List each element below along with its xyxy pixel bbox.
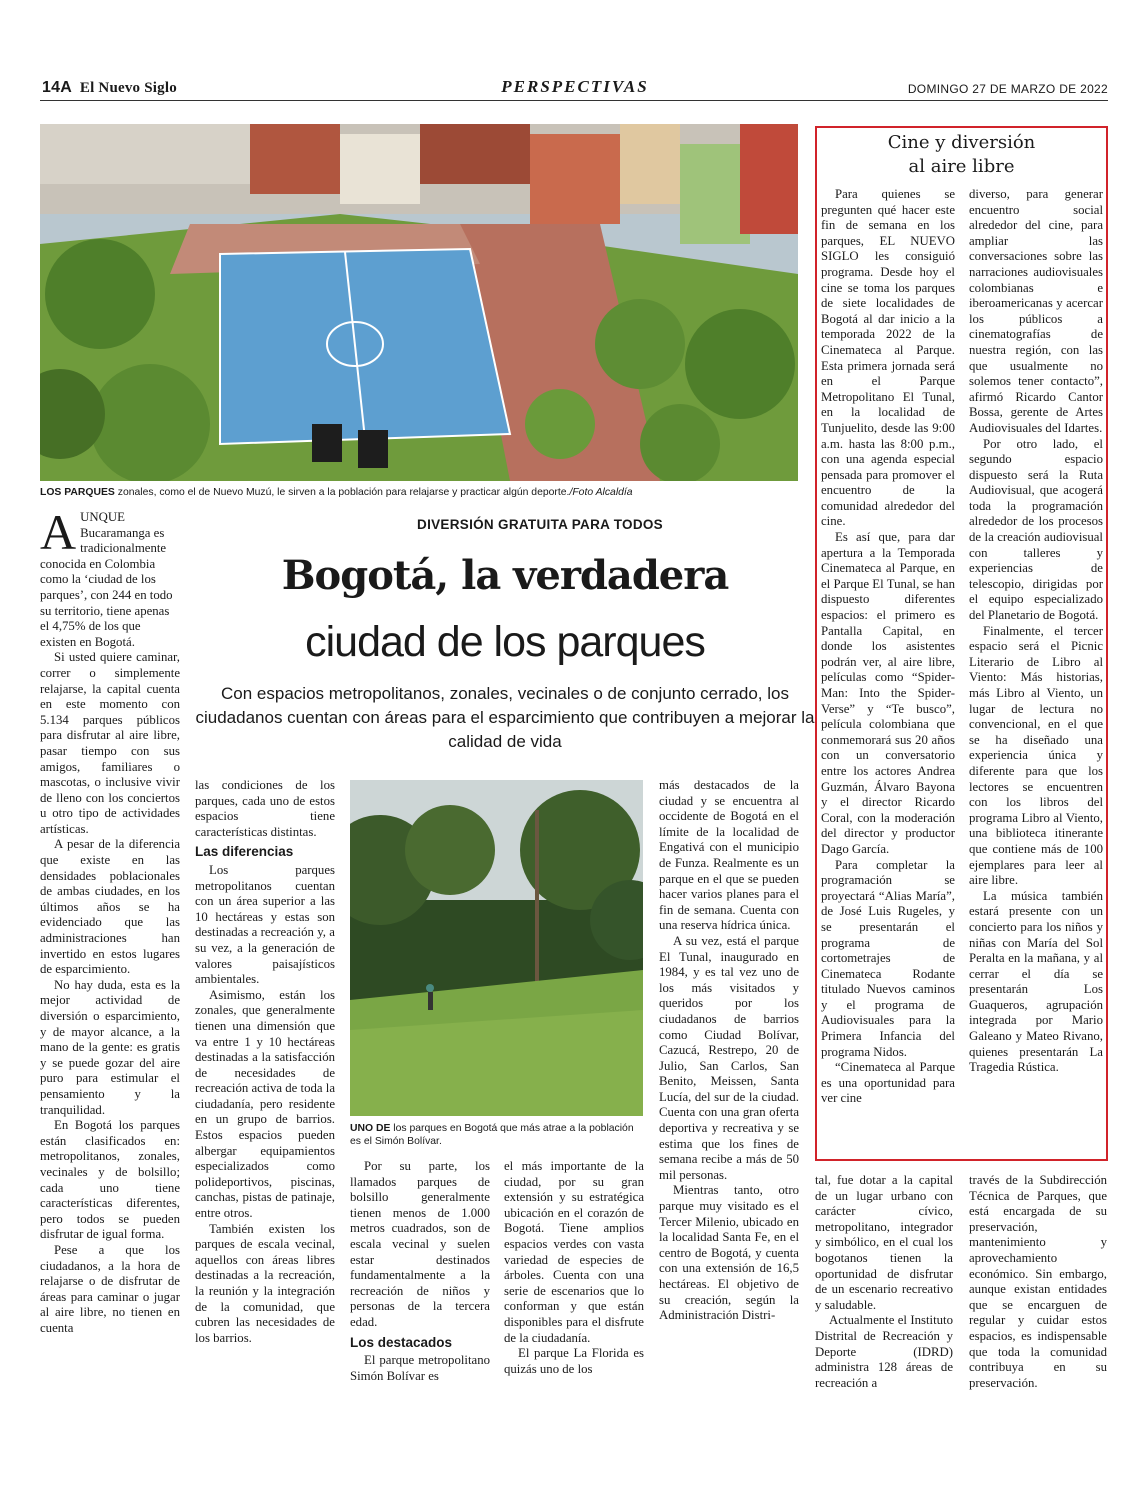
- sidebar-paragraph: Para quienes se pregunten qué hacer este fin de semana en los parques, EL NUEVO SIGLO les consiguió programa. Desde hoy el cine se toma los parques de siete localidades de Bogotá al dar inicio a la temporada 2022 de la Cinemateca al Parque. Esta primera jornada será en el Parque Metropolitano El Tunal, en la localidad de Tunjuelito, desde las 9:00 a.m. hasta las 8:00 p.m., con una agenda especial pensada para promover el encuentro de la comunidad alrededor del cine.: [821, 187, 955, 529]
- newspaper-name: El Nuevo Siglo: [79, 80, 177, 96]
- article-paragraph: En Bogotá los parques están clasificados en: metropolitanos, zonales, vecinales y de bolsillo; cada uno tiene características diferentes, pero todos se pueden disfrutar de igual forma.: [40, 1118, 180, 1242]
- article-paragraph: También existen los parques de escala vecinal, aquellos con áreas libres destinadas a la recreación, la reunión y la integración de la comunidad, que cubren las necesidades de los barrios.: [195, 1221, 335, 1345]
- article-paragraph: A pesar de la diferencia que existe en las densidades poblacionales de ambas ciudades, en los últimos años se ha evidenciado que las administraciones han invertido en estos lugares de esparcimiento.: [40, 837, 180, 977]
- article-column-4: [504, 1159, 644, 1377]
- photo-credit: /Foto Alcaldía: [569, 487, 633, 498]
- article-paragraph: El parque metropolitano Simón Bolívar es: [350, 1353, 490, 1383]
- sidebar-title-line-1: Cine y diversión: [887, 132, 1036, 153]
- headline-line-1: Bogotá, la verdadera: [281, 552, 729, 599]
- article-paragraph: Los parques metropolitanos cuentan con un área superior a las 10 hectáreas y estas son destinadas a recreación y, a su vez, a la generación de valores paisajísticos ambientales.: [195, 862, 335, 987]
- article-column-3: [350, 1159, 490, 1384]
- article-deck: Con espacios metropolitanos, zonales, vecinales o de conjunto cerrado, los ciudadanos cuentan con áreas para el esparcimiento que contribuyen a mejorar la calidad de vida: [195, 684, 815, 751]
- article-kicker: DIVERSIÓN GRATUITA PARA TODOS: [417, 517, 663, 532]
- article-paragraph: El parque La Florida es quizás uno de los: [504, 1346, 644, 1376]
- drop-cap: A: [40, 504, 77, 560]
- sidebar-paragraph: Para completar la programación se proyectará “Alias María”, de José Luis Rugeles, y se presentarán el programa de cortometrajes de Cinemateca Rodante titulado Nuevos caminos y el programa de Audiovisuales para la Primera Infancia del programa Nidos.: [821, 857, 955, 1059]
- sidebar-paragraph: La música también estará presente con un concierto para los niños y niñas con María del Sol Peralta en la mañana, y al cerrar el día se presentarán Los Guaqueros, agrupación integrada por Mario Galeano y Mateo Rivano, quienes presentarán La Tragedia Rústica.: [969, 888, 1103, 1075]
- article-lead-paragraph: UNQUE Bucaramanga es tradicionalmente conocida en Colombia como la ‘ciudad de los parques’, con 244 en todo su territorio, tiene apenas el 4,75% de los que existen en Bogotá.: [40, 510, 173, 649]
- article-column-6: [815, 1173, 953, 1391]
- article-paragraph: Asimismo, están los zonales, que generalmente tienen una dimensión que va entre 1 y 10 hectáreas destinadas a la satisfacción de necesidades de recreación activa de toda la ciudadanía, pero residente en un grupo de barrios. Estos espacios pueden albergar equipamientos especializados como polideportivos, piscinas, canchas, pistas de patinaje, entre otros.: [195, 987, 335, 1221]
- basketball-court-illustration: [40, 124, 798, 481]
- article-paragraph: No hay duda, esta es la mejor actividad de diversión o esparcimiento, y de mayor alcance, a la mano de la gente: es gratis y se puede gozar del aire puro para estimular el pensamiento y la tranquilidad.: [40, 977, 180, 1117]
- sidebar-title-line-2: al aire libre: [908, 156, 1015, 177]
- article-paragraph: más destacados de la ciudad y se encuentra al occidente de Bogotá en el límite de la localidad de Engativá con el municipio de Funza. Realmente es un parque en el que se pueden hacer varios planes para el fin de semana. Cuenta con una reserva hídrica única.: [659, 778, 799, 933]
- sidebar-title: [817, 131, 1106, 179]
- page-number: 14A: [42, 79, 72, 96]
- article-paragraph: Pese a que los ciudadanos, a la hora de relajarse o de disfrutar de áreas para caminar o jugar al aire libre, no tienen en cuenta: [40, 1242, 180, 1335]
- sidebar-paragraph: diverso, para generar encuentro social alrededor del cine, para ampliar las conversaciones sobre las narraciones audiovisuales colombianas e iberoamericanas y acercar los públicos a cinematografías de nuestra región, con las que usualmente no solemos tener contacto”, afirmó Ricardo Cantor Bossa, gerente de Artes Audiovisuales del Idartes.: [969, 187, 1103, 435]
- park-photo: [350, 780, 643, 1116]
- article-paragraph: el más importante de la ciudad, por su gran extensión y su estratégica ubicación en el corazón de Bogotá. Tiene amplios espacios verdes con vasta variedad de especies de árboles. Cuenta con una serie de escenarios que lo conforman y que están disponibles para el disfrute de la ciudadanía.: [504, 1159, 644, 1345]
- sidebar-paragraph: Por otro lado, el segundo espacio dispuesto será la Ruta Audiovisual, que acogerá toda la programación alrededor de los procesos de la creación audiovisual con talleres y experiencias de telescopio, dirigidas por el equipo especializado del Planetario de Bogotá.: [969, 436, 1103, 623]
- sidebar-column-left: [821, 187, 955, 1107]
- article-column-5: [659, 778, 799, 1324]
- sidebar-paragraph: “Cinemateca al Parque es una oportunidad para ver cine: [821, 1060, 955, 1106]
- article-paragraph: Por su parte, los llamados parques de bolsillo generalmente tienen menos de 1.000 metros cuadrados, son de escala vecinal y suelen estar destinados fundamentalmente a la recreación de niños y personas de la tercera edad.: [350, 1159, 490, 1329]
- section-heading-differences: Las diferencias: [195, 844, 294, 860]
- caption-lead: LOS PARQUES: [40, 487, 115, 498]
- main-photo: [40, 124, 798, 481]
- sidebar-paragraph: Es así que, para dar apertura a la Temporada Cinemateca al Parque, en el Parque El Tunal, se han dispuesto diferentes espacios: el primero es Pantalla Capital, en donde los asistentes podrán ver, al aire libre, películas como “Spider-Man: Into the Spider-Verse” y “Te busco”, película colombiana que conmemorará sus 20 años con un conversatorio entre los actores Andrea Guzmán, Álvaro Bayona y el director Ricardo Coral, con la moderación del director y productor Dago García.: [821, 530, 955, 856]
- caption-text: los parques en Bogotá que más atrae a la población es el Simón Bolívar.: [350, 1123, 634, 1147]
- main-photo-caption: [40, 486, 800, 499]
- article-paragraph: tal, fue dotar a la capital de un lugar urbano con carácter cívico, metropolitano, integrador y simbólico, en el cual los bogotanos tienen la oportunidad de disfrutar de un escenario recreativo y saludable.: [815, 1173, 953, 1312]
- section-name: PERSPECTIVAS: [501, 77, 649, 96]
- sidebar-column-right: [969, 187, 1103, 1076]
- article-paragraph: través de la Subdirección Técnica de Parques, que está encargada de su preservación, mantenimiento y aprovechamiento económico. Sin embargo, aunque existan entidades que se encarguen de regular y cuidar estos espacios, es indispensable que toda la comunidad contribuya en su preservación.: [969, 1173, 1107, 1390]
- park-photo-caption: [350, 1122, 646, 1148]
- caption-text: zonales, como el de Nuevo Muzú, le sirven a la población para relajarse y practicar algún deporte.: [114, 487, 570, 498]
- caption-lead: UNO DE: [350, 1123, 391, 1134]
- article-paragraph: Actualmente el Instituto Distrital de Recreación y Deporte (IDRD) administra 128 áreas de recreación a: [815, 1313, 953, 1390]
- park-scene-illustration: [350, 780, 643, 1116]
- sidebar-paragraph: Finalmente, el tercer espacio será el Picnic Literario de Libro al Viento: Más historias, más Libro al Viento, un lugar de lectura no convencional, en el que se ha diseñado una experiencia única y diferente para que los lectores se encuentren con los libros del programa Libro al Viento, una biblioteca itinerante que contiene más de 100 ejemplares para leer al aire libre.: [969, 623, 1103, 888]
- article-column-7: [969, 1173, 1107, 1391]
- section-heading-highlights: Los destacados: [350, 1334, 453, 1350]
- issue-date: DOMINGO 27 DE MARZO DE 2022: [907, 82, 1108, 96]
- headline-line-2: ciudad de los parques: [305, 618, 705, 666]
- article-column-2: [195, 778, 335, 1346]
- article-column-1: [40, 504, 180, 1336]
- article-paragraph: A su vez, está el parque El Tunal, inaugurado en 1984, y es tal vez uno de los más visitados y queridos por los ciudadanos de barrios como Ciudad Bolívar, Cazucá, Restrepo, 20 de Julio, San Carlos, San Benito, Meissen, Santa Lucía, del sur de la ciudad. Cuenta con una gran oferta deportiva y recreativa y se estima que los fines de semana recibe a más de 50 mil personas.: [659, 933, 799, 1182]
- article-paragraph: las condiciones de los parques, cada uno de estos espacios tiene características distintas.: [195, 778, 335, 839]
- page-folio: [42, 79, 177, 97]
- article-paragraph: Si usted quiere caminar, correr o simplemente relajarse, la capital cuenta en este momento con 5.134 parques públicos para disfrutar al aire libre, pasar tiempo con sus amigos, familiares o mascotas, o inclusive vivir de lleno con los conciertos u otro tipo de actividades artísticas.: [40, 650, 180, 836]
- header-divider: [40, 100, 1108, 101]
- article-paragraph: Mientras tanto, otro parque muy visitado es el Tercer Milenio, ubicado en la localidad Santa Fe, en el centro de Bogotá, y cuenta con una extensión de 16,5 hectáreas. El objetivo de su creación, según la Administración Distri-: [659, 1183, 799, 1323]
